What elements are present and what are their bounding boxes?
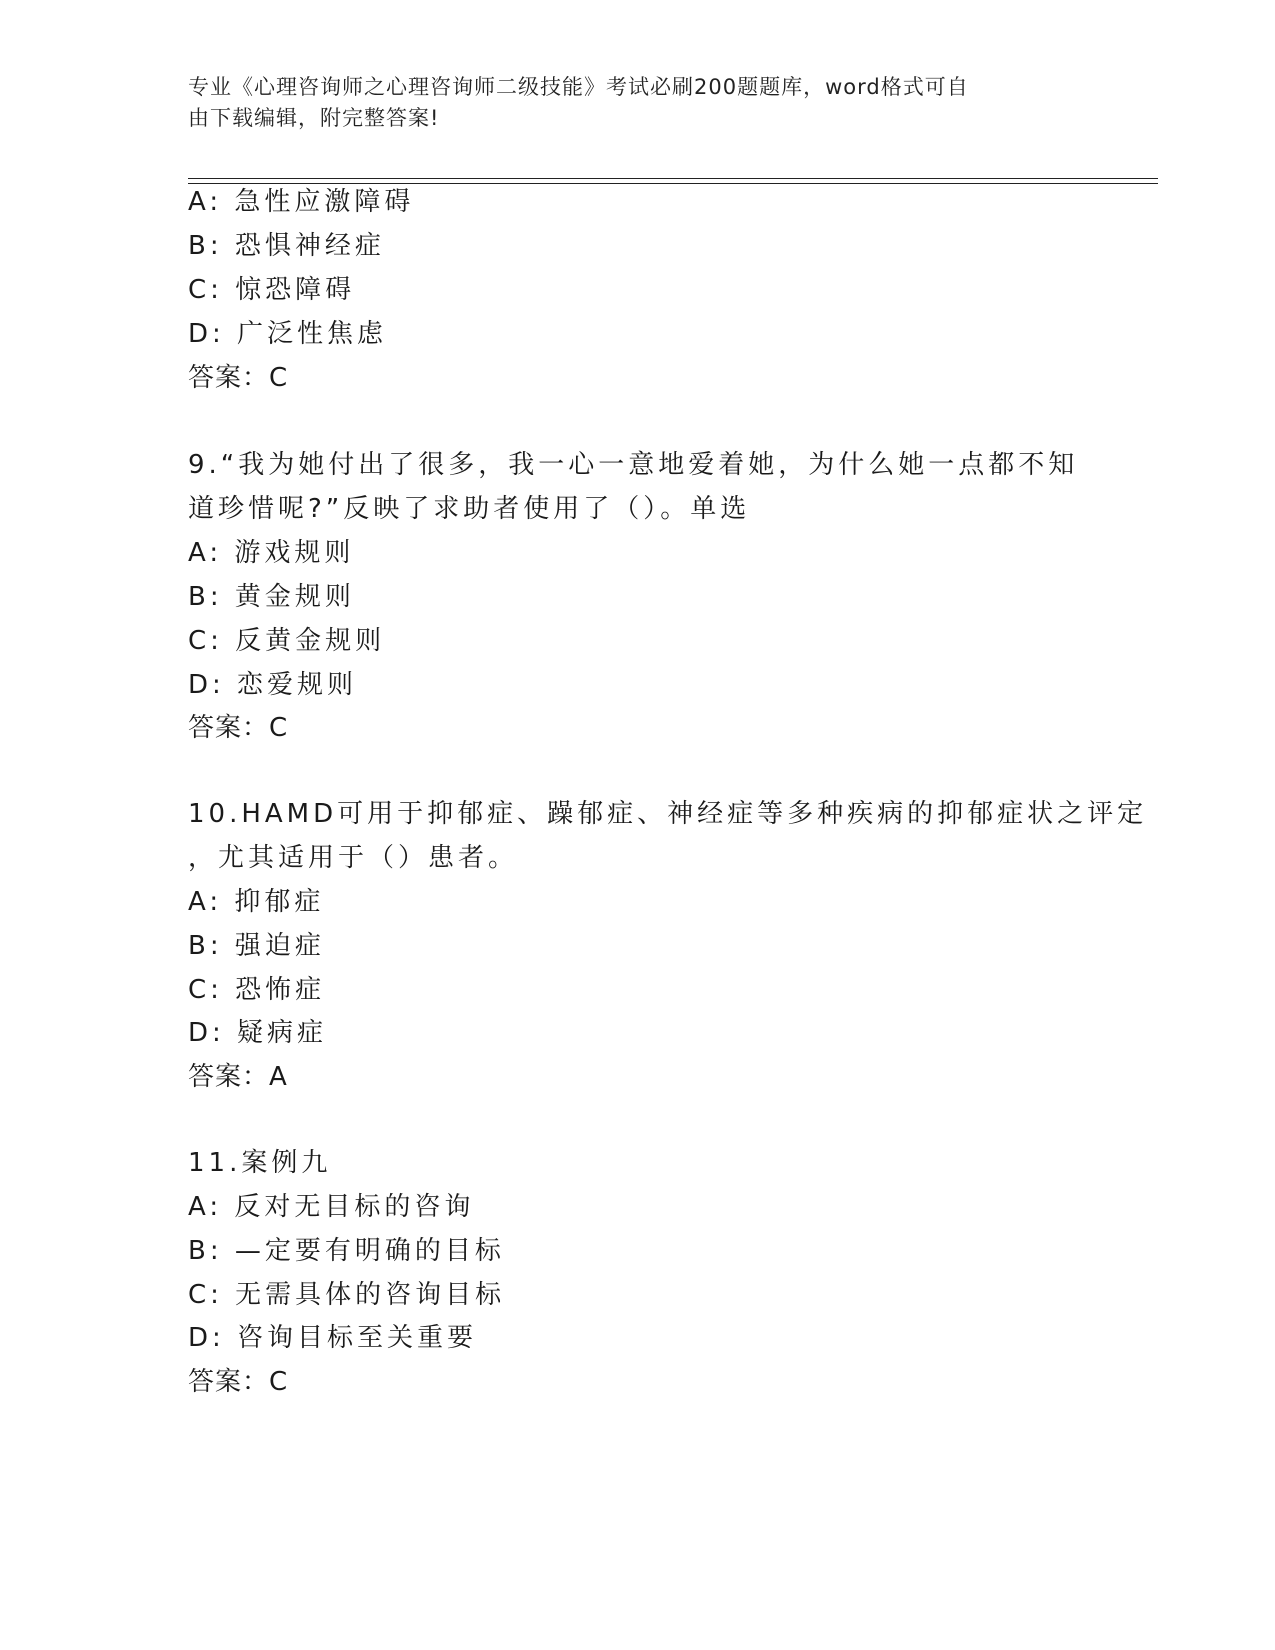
- q10-stem-line-2: ，尤其适用于（）患者。: [188, 843, 519, 873]
- q10-option-b: B: 强迫症: [188, 931, 325, 961]
- q8-answer: 答案：C: [188, 363, 289, 393]
- q9-option-d: D: 恋爱规则: [188, 670, 358, 700]
- q8-option-d: D: 广泛性焦虑: [188, 319, 388, 349]
- q11-option-a: A: 反对无目标的咨询: [188, 1192, 475, 1222]
- q8-option-c: C: 惊恐障碍: [188, 275, 356, 305]
- q11-answer: 答案：C: [188, 1367, 289, 1397]
- q11-option-d: D: 咨询目标至关重要: [188, 1323, 478, 1353]
- q10-option-d: D: 疑病症: [188, 1018, 328, 1048]
- q11-stem-line-1: 11.案例九: [188, 1148, 332, 1178]
- header-line-2: 由下载编辑，附完整答案!: [188, 106, 440, 130]
- q9-option-a: A: 游戏规则: [188, 538, 355, 568]
- q9-option-c: C: 反黄金规则: [188, 626, 386, 656]
- header-divider: [188, 178, 1158, 184]
- q9-stem-line-2: 道珍惜呢?”反映了求助者使用了（）。单选: [188, 494, 751, 524]
- q9-option-b: B: 黄金规则: [188, 582, 355, 612]
- q9-stem-line-1: 9.“我为她付出了很多，我一心一意地爱着她，为什么她一点都不知: [188, 450, 1079, 480]
- q8-option-b: B: 恐惧神经症: [188, 231, 385, 261]
- q10-option-c: C: 恐怖症: [188, 975, 326, 1005]
- q11-option-b: B: —定要有明确的目标: [188, 1236, 505, 1266]
- q8-option-a: A: 急性应激障碍: [188, 187, 415, 217]
- q11-option-c: C: 无需具体的咨询目标: [188, 1280, 506, 1310]
- header-line-1: 专业《心理咨询师之心理咨询师二级技能》考试必刷200题题库，word格式可自: [188, 75, 969, 99]
- q9-answer: 答案：C: [188, 713, 289, 743]
- page-header: [188, 72, 1068, 134]
- q10-option-a: A: 抑郁症: [188, 887, 325, 917]
- q10-answer: 答案：A: [188, 1062, 288, 1092]
- q10-stem-line-1: 10.HAMD可用于抑郁症、躁郁症、神经症等多种疾病的抑郁症状之评定: [188, 799, 1148, 829]
